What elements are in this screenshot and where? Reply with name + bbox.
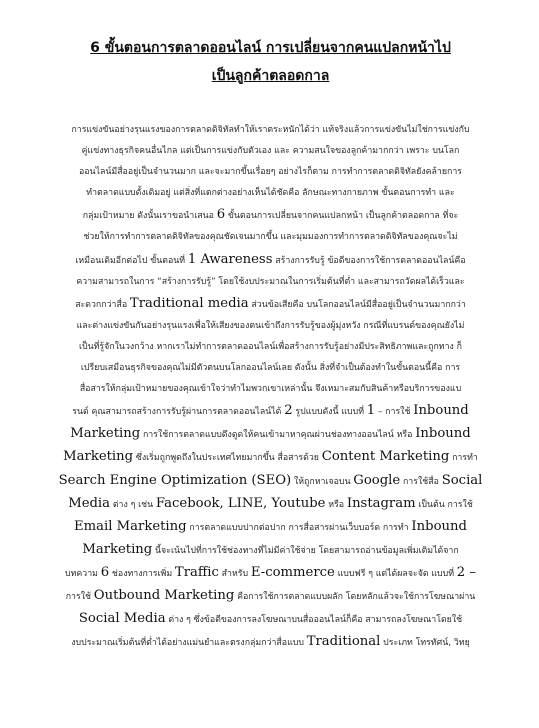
emphasis-text: Marketing [63,449,134,465]
body-text: สะดวกกว่าสื่อ [75,299,130,310]
body-text: การแข่งขันอย่างรุนแรงของการตลาดดิจิทัลทำให้เราตระหนักได้ว่า แท้จริงแล้วการแข่งขันไม่ใช่การแข่งกับ [71,125,470,135]
paragraph-line [40,358,501,379]
paragraph-line [40,162,501,183]
body-text: ส่วนข้อเสียคือ บนโลกออนไลน์มีสื่ออยู่เป็นจำนวนมากกว่า [248,299,466,310]
title-line-1: 6 ขั้นตอนการตลาดออนไลน์ การเปลี่ยนจากคนแปลกหน้าไป [90,40,451,56]
emphasis-text: Facebook, LINE, Youtube [155,495,326,511]
body-text: เหมือนเดิมอีกต่อไป ขั้นตอนที่ [75,255,188,266]
emphasis-text: Traditional [306,634,381,650]
emphasis-text: Marketing [82,541,153,557]
paragraph-line [40,562,501,585]
body-text: ซึ่งเริ่มถูกพูดถึงในประเทศไทยมากขึ้น สื่อสารด้วย [133,453,322,464]
body-text: ช่วยให้การทำการตลาดดิจิทัลของคุณชัดเจนมากขึ้น และมุมมองการทำการตลาดดิจิทัลของคุณจะไม่ [83,232,458,243]
body-text: ต่าง ๆ ซึ่งข้อดีของการลงโฆษณาบนสื่อออนไลน์ก็คือ สามารถลงโฆษณาโดยใช้ [165,615,463,626]
body-text: การทำ [449,453,478,464]
emphasis-text: Traffic [174,564,219,580]
emphasis-text: E-commerce [250,564,335,580]
emphasis-text: Marketing [70,426,141,442]
paragraph-line [40,272,501,293]
body-text: เป็นต้น การใช้ [415,499,473,510]
paragraph-line [40,249,501,272]
body-text: กลุ่มเป้าหมาย ดังนั้นเราขอนำเสนอ [82,211,217,222]
paragraph-line [40,539,501,562]
body-text: ความสามารถในการ “สร้างการรับรู้” โดยใช้งบประมาณในการเริ่มต้นที่ต่ำ และสามารถวัดผลได้เร็วและ [76,276,465,287]
body-text: ทำตลาดแบบดั้งเดิมอยู่ แต่สิ่งที่แตกต่างอย่างเห็นได้ชัดคือ ลักษณะทางกายภาพ ขั้นตอนการทำ และ [86,188,455,199]
emphasis-text: Google [353,472,401,488]
emphasis-text: Inbound [411,518,467,534]
body-text: คู่แข่งทางธุรกิจคนอื่นไกล แต่เป็นการแข่งกับตัวเอง และ ความสนใจของลูกค้ามากกว่า เพราะ บนโลก [81,146,460,157]
paragraph-line [40,204,501,227]
emphasis-text: Social Media [78,611,166,627]
paragraph-line [40,516,501,539]
paragraph-line [40,379,501,400]
body-text: งบประมาณเริ่มต้นที่ต่ำได้อย่างแม่นยำและตรงกลุ่มกว่าสื่อแบบ [71,638,307,649]
body-text: – การใช้ [375,407,414,418]
emphasis-text: 1 [366,403,376,419]
body-text: สำหรับ [218,568,251,579]
body-text: รนด์ คุณสามารถสร้างการรับรู้ผ่านการตลาดออนไลน์ได้ [72,407,285,418]
emphasis-text: Inbound [413,403,469,419]
paragraph-line [40,631,501,654]
body-text: การใช้สื่อ [400,476,442,487]
emphasis-text: 1 Awareness [187,251,273,267]
paragraph-line [40,293,501,316]
body-text: การใช้ [65,591,94,602]
paragraph-line [40,316,501,337]
emphasis-text: 2 [284,403,293,419]
emphasis-text: Social [441,472,483,488]
body-text: ต่าง ๆ เช่น [110,499,156,510]
body-text: หรือ [325,499,347,510]
body-text: และต่างแข่งขันกันอย่างรุนแรงเพื่อให้เสียงของตนเข้าถึงการรับรู้ของผู้มุ่งหวัง กรณีที่แบรนด์ของคุณยังไม่ [76,320,465,331]
emphasis-text: Instagram [346,495,416,511]
emphasis-text: 2 – [456,564,476,580]
paragraph-line [40,120,501,141]
emphasis-text: 6 [100,564,110,580]
emphasis-text: Outbound Marketing [93,587,235,603]
paragraph-line [40,608,501,631]
document-title [40,34,501,90]
body-text: ขั้นตอนการเปลี่ยนจากคนแปลกหน้า เป็นลูกค้าตลอดกาล ที่จะ [225,211,459,222]
body-text: การใช้การตลาดแบบดึงดูดให้คนเข้ามาหาคุณผ่านช่องทางออนไลน์ หรือ [140,430,416,441]
emphasis-text: Email Marketing [74,518,187,534]
emphasis-text: Traditional media [129,295,249,311]
body-text: สื่อสารให้กลุ่มเป้าหมายของคุณเข้าใจว่าทำไมพวกเขาเหล่านั้น จึงเหมาะสมกับสินค้าหรือบริการของแบ [79,384,462,395]
body-text: ออนไลน์มีสื่ออยู่เป็นจำนวนมาก และจะมากขึ้นเรื่อยๆ อย่างไรก็ตาม การทำการตลาดดิจิทัลยังคล้ายการ [78,167,462,178]
paragraph-line [40,183,501,204]
article-body [40,120,501,654]
body-text: การตลาดแบบปากต่อปาก การสื่อสารผ่านเว็บบอร์ด การทำ [186,522,412,533]
paragraph-line [40,446,501,469]
title-line-2: เป็นลูกค้าตลอดกาล [211,68,330,84]
body-text: คือการใช้การตลาดแบบผลัก โดยหลักแล้วจะใช้การโฆษณาผ่าน [234,591,476,602]
body-text: เป็นที่รู้จักในวงกว้าง หากเราไม่ทำการตลาดออนไลน์เพื่อสร้างการรับรู้อย่างมีประสิทธิภาพและถูกทาง ก็ [79,341,462,352]
paragraph-line [40,141,501,162]
body-text: บทความ [65,568,101,579]
body-text: นี้จะเน้นไปที่การใช้ช่องทางที่ไม่มีค่าใช้จ่าย โดยสามารถอ่านข้อมูลเพิ่มเติมได้จาก [152,545,459,556]
emphasis-text: Inbound [415,426,471,442]
paragraph-line [40,400,501,423]
body-text: เปรียบเสมือนธุรกิจของคุณไม่มีตัวตนบนโลกออนไลน์เลย ดังนั้น สิ่งที่จำเป็นต้องทำในขั้นตอนนี้คือ การ [80,363,461,374]
paragraph-line [40,227,501,248]
body-text: ประเภท โทรทัศน์, วิทยุ [380,638,470,649]
emphasis-text: Content Marketing [321,449,450,465]
body-text: รูปแบบดังนี้ แบบที่ [292,407,367,418]
paragraph-line [40,493,501,516]
body-text: แบบฟรี ๆ แต่ได้ผลจะจัด แบบที่ [334,568,457,579]
emphasis-text: Media [68,495,111,511]
paragraph-line [40,337,501,358]
paragraph-line [40,585,501,608]
paragraph-line [40,423,501,446]
body-text: สร้างการรับรู้ ข้อดีของการใช้การตลาดออนไลน์คือ [272,255,466,266]
paragraph-line [40,470,501,493]
emphasis-text: Search Engine Optimization (SEO) [58,472,292,488]
body-text: ให้ถูกหาเจอบน [291,476,354,487]
body-text: ช่องทางการเพิ่ม [109,568,175,579]
emphasis-text: 6 [216,207,226,223]
